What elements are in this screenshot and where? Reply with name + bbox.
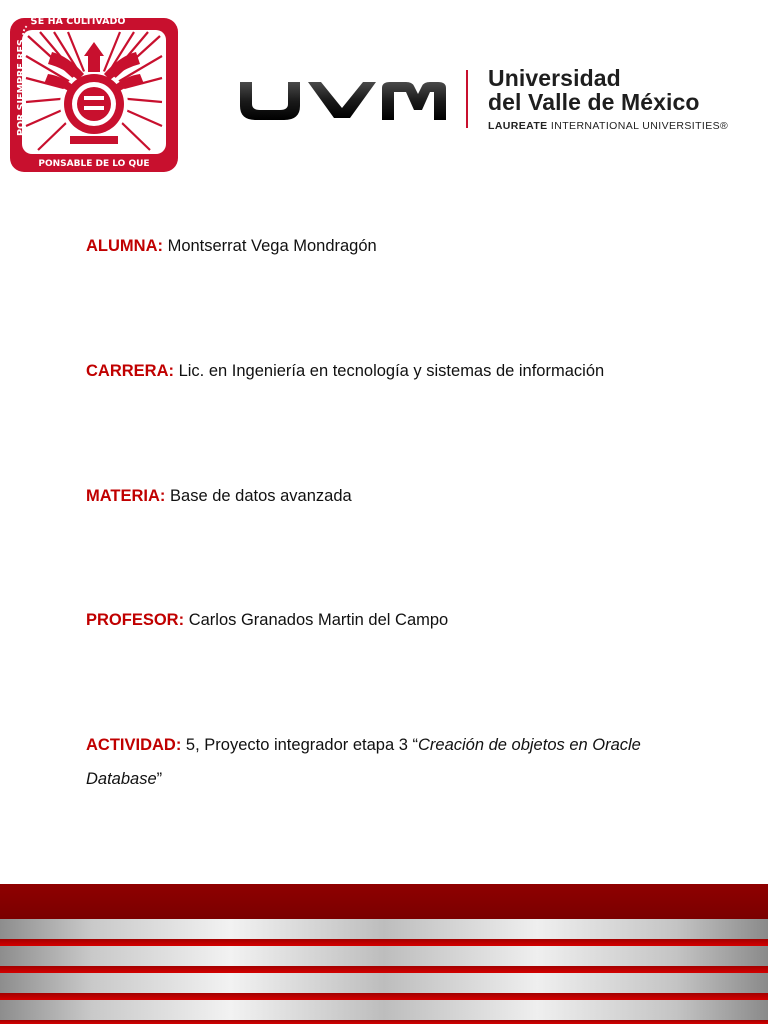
footer-silver-stripe [0,1000,768,1020]
field-carrera-label: CARRERA: [86,362,174,380]
footer-silver-stripe [0,973,768,993]
field-actividad [86,728,696,796]
footer-red-line [0,993,768,1000]
network-subtitle [488,120,760,132]
footer-silver-stripe [0,946,768,966]
university-name-block [488,66,760,132]
svg-text:POR SIEMPRE RES ... SE HA CULT: POR SIEMPRE RES ... SE HA CULTIVADO [15,16,126,136]
university-name-line1: Universidad [488,65,621,91]
field-profesor-label: PROFESOR: [86,611,185,629]
footer-red-line [0,1020,768,1024]
field-actividad-value-prefix: 5, Proyecto integrador etapa 3 “ [185,736,418,754]
field-materia-value: Base de datos avanzada [170,487,352,505]
footer-red-line [0,966,768,973]
field-alumna [86,229,696,263]
field-profesor [86,603,696,637]
logo-divider [466,70,468,128]
field-actividad-value-suffix: ” [156,770,163,788]
footer-red-line [0,939,768,946]
university-seal-logo [8,16,180,174]
university-name-line2: del Valle de México [488,89,700,115]
svg-text:PONSABLE DE LO QUE: PONSABLE DE LO QUE [38,159,150,169]
field-actividad-title-part2: Database [86,770,157,788]
field-profesor-value: Carlos Granados Martin del Campo [188,611,449,629]
field-actividad-title-part1: Creación de objetos en Oracle [417,736,641,754]
field-carrera [86,354,696,388]
uvm-logo-icon [238,78,448,122]
field-alumna-value: Montserrat Vega Mondragón [167,237,377,255]
footer-silver-stripe [0,919,768,939]
footer-red-band [0,884,768,919]
network-subtitle-bold: LAUREATE [488,120,548,132]
network-subtitle-rest: INTERNATIONAL UNIVERSITIES® [550,120,729,132]
uvm-wordmark-logo [238,78,448,122]
field-materia-label: MATERIA: [86,487,166,505]
field-alumna-label: ALUMNA: [86,237,163,255]
field-carrera-value: Lic. en Ingeniería en tecnología y sistemas de información [178,362,605,380]
seal-icon [8,16,180,174]
field-actividad-label: ACTIVIDAD: [86,736,182,754]
field-materia [86,479,696,513]
